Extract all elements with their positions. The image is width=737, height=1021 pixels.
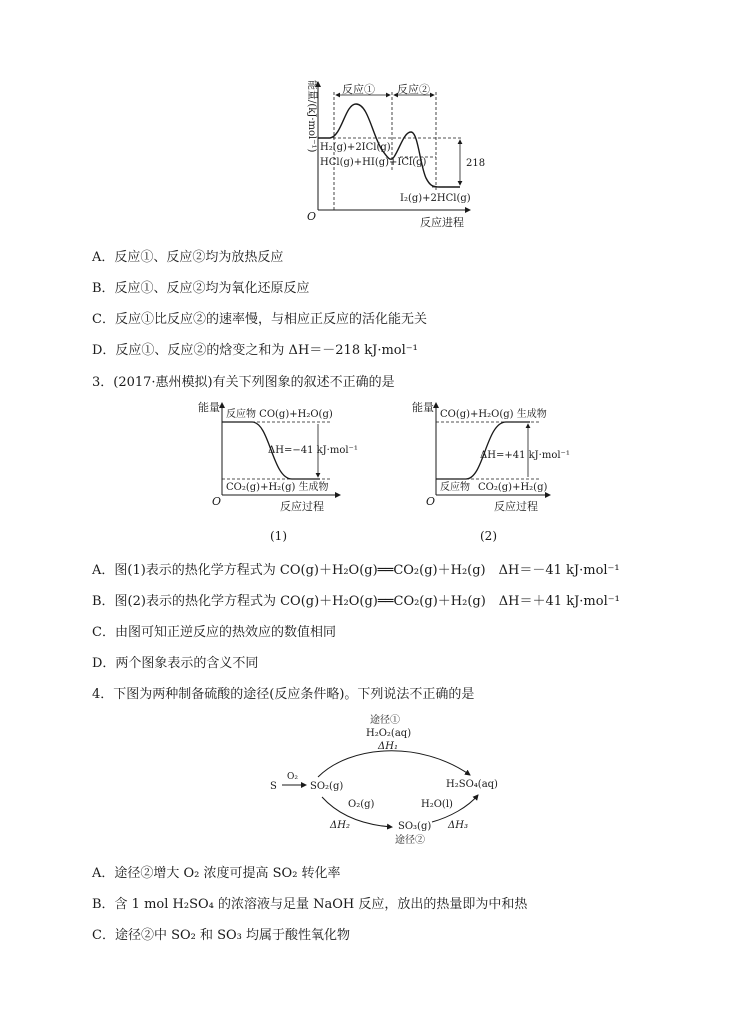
fig3-so3: SO₃(g) (398, 821, 432, 832)
q4-option-b: B．含 1 mol H₂SO₄ 的浓溶液与足量 NaOH 反应，放出的热量即为中和热 (92, 897, 528, 912)
q2-option-a: A．反应①、反应②均为放热反应 (92, 250, 284, 265)
fig2-g1-ylabel: 能量 (198, 401, 220, 414)
fig2-g2-bottom-left: 反应物 (440, 482, 470, 493)
fig3-dh1: ΔH₁ (378, 741, 398, 752)
q3-option-a: A．图(1)表示的热化学方程式为 CO(g)＋H₂O(g)══CO₂(g)＋H₂(g) ΔH＝－41 kJ·mol⁻¹ (92, 563, 620, 578)
q3-option-b: B．图(2)表示的热化学方程式为 CO(g)＋H₂O(g)══CO₂(g)＋H₂(g) ΔH＝＋41 kJ·mol⁻¹ (92, 594, 620, 609)
fig3-h2o: H₂O(l) (421, 799, 453, 810)
fig2-g1-bottom: CO₂(g)+H₂(g) 生成物 (226, 482, 329, 493)
fig2-g1-dh: ΔH=−41 kJ·mol⁻¹ (268, 445, 358, 456)
q4-option-c: C．途径②中 SO₂ 和 SO₃ 均属于酸性氧化物 (92, 928, 351, 943)
fig1-ylabel: 能量/(kJ·mol⁻¹) (306, 80, 317, 153)
fig3-o2a: O₂ (287, 772, 298, 782)
fig2-g1-top: 反应物 CO(g)+H₂O(g) (226, 409, 333, 420)
fig2-g1-cap: (1) (270, 529, 287, 543)
fig1-value: 218 (466, 158, 486, 169)
fig2-g2-xlabel: 反应过程 (494, 500, 538, 513)
fig3-dh2: ΔH₂ (330, 820, 350, 831)
fig2-g2-cap: (2) (480, 529, 497, 543)
sulfuric-acid-routes-diagram (0, 705, 737, 855)
fig1-xlabel: 反应进程 (420, 216, 464, 229)
q4-option-a: A．途径②增大 O₂ 浓度可提高 SO₂ 转化率 (92, 866, 341, 881)
fig2-g2-ylabel: 能量 (412, 401, 434, 414)
q3-option-c: C．由图可知正逆反应的热效应的数值相同 (92, 625, 336, 640)
fig2-g2-dh: ΔH=+41 kJ·mol⁻¹ (480, 450, 570, 461)
fig3-path2: 途径② (395, 835, 425, 846)
q3-option-d: D．两个图象表示的含义不同 (92, 656, 259, 671)
energy-diagram-1 (0, 0, 737, 240)
energy-diagrams-2 (0, 395, 737, 555)
fig1-lvl2: HCl(g)+HI(g)+ICl(g) (320, 157, 427, 168)
fig1-origin: O (307, 210, 317, 223)
fig3-h2so4: H₂SO₄(aq) (446, 779, 498, 790)
fig2-g2-origin: O (426, 495, 436, 508)
fig3-dh3: ΔH₃ (448, 820, 468, 831)
fig3-s: S (270, 781, 277, 792)
q2-option-d: D．反应①、反应②的焓变之和为 ΔH＝－218 kJ·mol⁻¹ (92, 343, 418, 358)
fig1-r2: 反应② (397, 83, 430, 96)
fig3-h2o2: H₂O₂(aq) (366, 728, 412, 739)
fig3-so2: SO₂(g) (310, 781, 344, 792)
fig2-g2-bottom-right: CO₂(g)+H₂(g) (478, 482, 548, 493)
q2-option-b: B．反应①、反应②均为氧化还原反应 (92, 281, 310, 296)
fig1-lvl1: H₂(g)+2ICl(g) (320, 142, 391, 153)
q3-stem: 3．(2017·惠州模拟)有关下列图象的叙述不正确的是 (92, 375, 395, 390)
q2-option-c: C．反应①比反应②的速率慢，与相应正反应的活化能无关 (92, 312, 427, 327)
fig3-o2b: O₂(g) (348, 799, 375, 810)
fig2-g2-top: CO(g)+H₂O(g) 生成物 (440, 409, 547, 420)
fig2-g1-origin: O (212, 495, 222, 508)
fig3-path1: 途径① (370, 715, 400, 726)
fig1-r1: 反应① (342, 83, 375, 96)
q4-stem: 4．下图为两种制备硫酸的途径(反应条件略)。下列说法不正确的是 (92, 687, 475, 702)
fig1-lvl3: I₂(g)+2HCl(g) (400, 193, 471, 204)
fig2-g1-xlabel: 反应过程 (280, 500, 324, 513)
